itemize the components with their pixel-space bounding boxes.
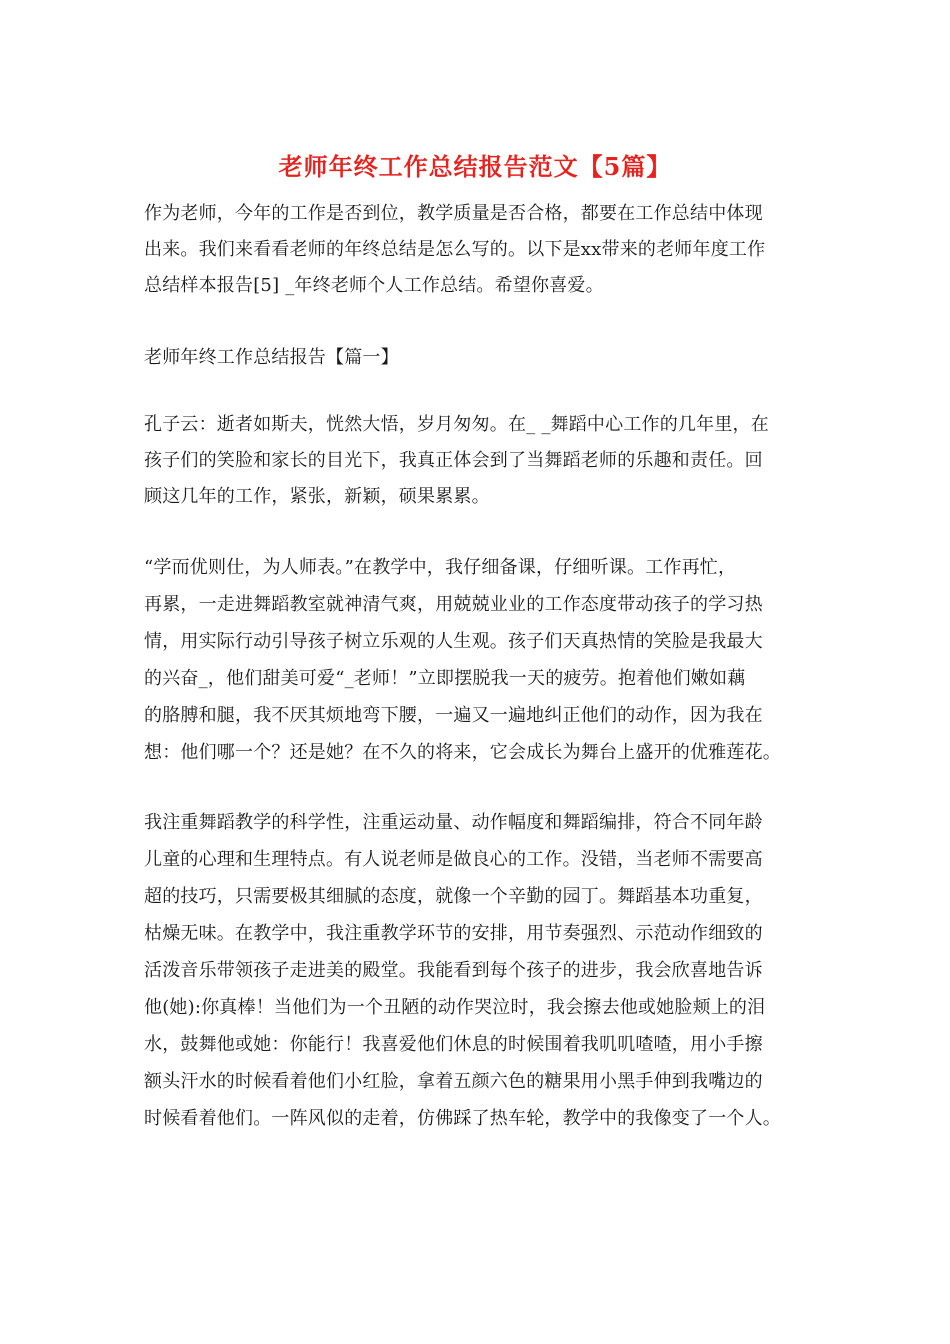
paragraph-2-line: 想：他们哪一个？还是她？在不久的将来，它会成长为舞台上盛开的优雅莲花。 [144,742,781,763]
paragraph-3-line: 他(她):你真棒！当他们为一个丑陋的动作哭泣时，我会擦去他或她脸颊上的泪 [144,997,766,1018]
paragraph-2-line: 的兴奋_，他们甜美可爱“_老师！”立即摆脱我一天的疲劳。抱着他们嫩如藕 [144,668,746,689]
paragraph-3-line: 我注重舞蹈教学的科学性，注重运动量、动作幅度和舞蹈编排，符合不同年龄 [144,812,763,833]
paragraph-3-line: 额头汗水的时候看着他们小红脸，拿着五颜六色的糖果用小黑手伸到我嘴边的 [144,1071,763,1092]
intro-line: 总结样本报告[5] _年终老师个人工作总结。希望你喜爱。 [144,275,604,296]
paragraph-3-line: 活泼音乐带领孩子走进美的殿堂。我能看到每个孩子的进步，我会欣喜地告诉 [144,960,763,981]
document-title: 老师年终工作总结报告范文【5篇】 [278,152,672,181]
paragraph-3-line: 儿童的心理和生理特点。有人说老师是做良心的工作。没错，当老师不需要高 [144,849,763,870]
paragraph-3-line: 枯燥无味。在教学中，我注重教学环节的安排，用节奏强烈、示范动作细致的 [144,923,763,944]
paragraph-1-line: 孩子们的笑脸和家长的目光下，我真正体会到了当舞蹈老师的乐趣和责任。回 [144,450,763,471]
section-heading: 老师年终工作总结报告【篇一】 [144,347,399,368]
intro-line: 作为老师，今年的工作是否到位，教学质量是否合格，都要在工作总结中体现 [144,203,763,224]
paragraph-2-line: “学而优则仕，为人师表。”在教学中，我仔细备课，仔细听课。工作再忙， [144,557,737,578]
paragraph-2-line: 情，用实际行动引导孩子树立乐观的人生观。孩子们天真热情的笑脸是我最大 [144,631,763,652]
paragraph-2-line: 再累，一走进舞蹈教室就神清气爽，用兢兢业业的工作态度带动孩子的学习热 [144,594,763,615]
paragraph-3-line: 超的技巧，只需要极其细腻的态度，就像一个辛勤的园丁。舞蹈基本功重复， [144,886,763,907]
paragraph-3-line: 水，鼓舞他或她：你能行！我喜爱他们休息的时候围着我叽叽喳喳，用小手擦 [144,1034,763,1055]
paragraph-1-line: 顾这几年的工作，紧张，新颖，硕果累累。 [144,486,490,507]
intro-line: 出来。我们来看看老师的年终总结是怎么写的。以下是xx带来的老师年度工作 [144,239,766,260]
paragraph-3-line: 时候看着他们。一阵风似的走着，仿佛踩了热车轮，教学中的我像变了一个人。 [144,1108,781,1129]
paragraph-2-line: 的胳膊和腿，我不厌其烦地弯下腰，一遍又一遍地纠正他们的动作，因为我在 [144,705,763,726]
paragraph-1-line: 孔子云：逝者如斯夫，恍然大悟，岁月匆匆。在_ _舞蹈中心工作的几年里，在 [144,414,769,435]
